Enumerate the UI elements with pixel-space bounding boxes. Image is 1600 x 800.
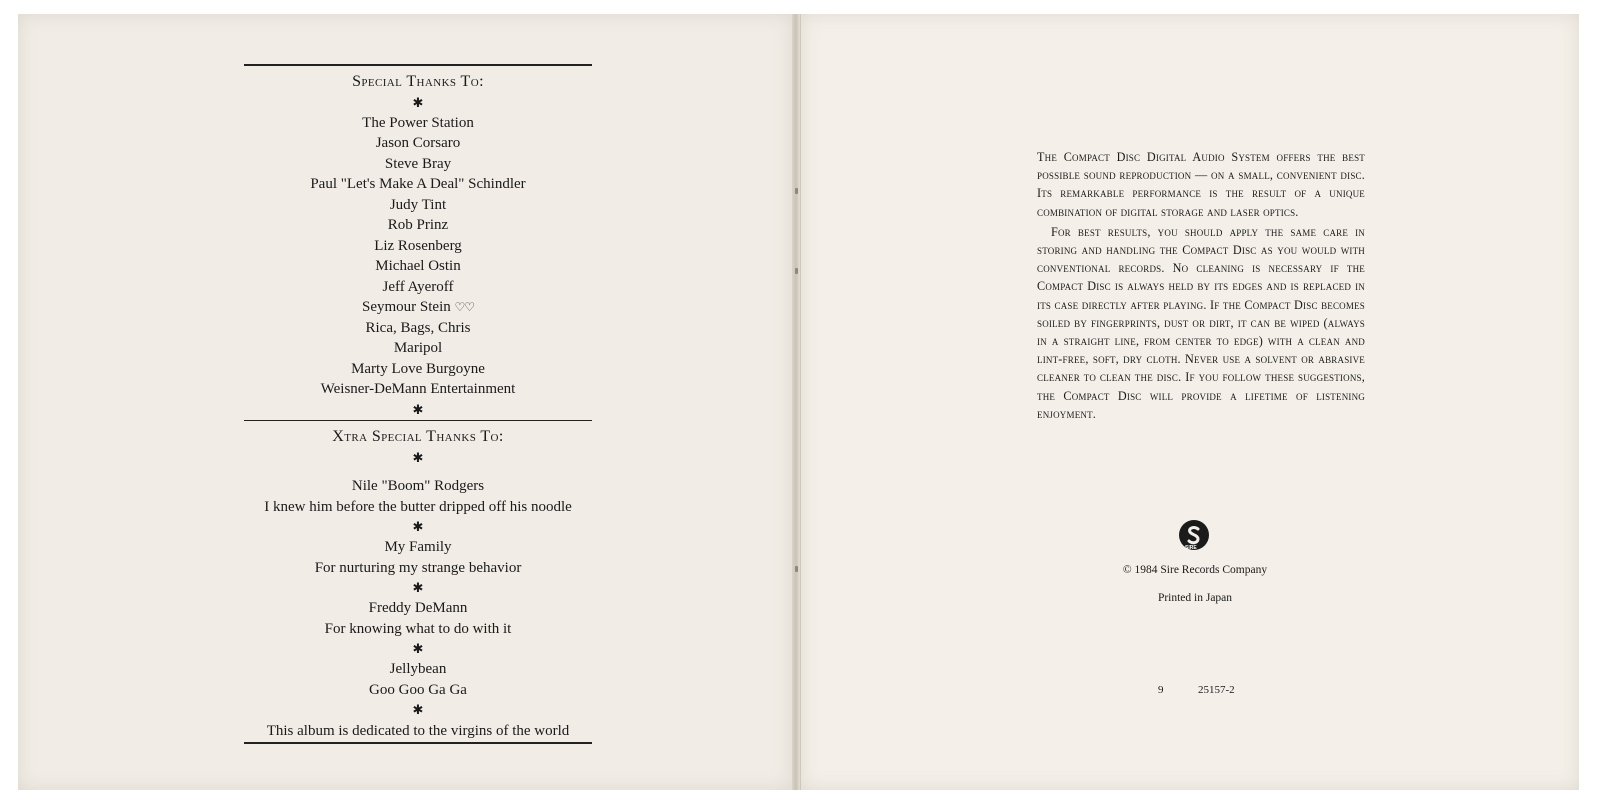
top-rule: [244, 64, 592, 66]
thanks-name: Seymour Stein: [361, 299, 451, 315]
asterisk-ornament: ✱: [412, 94, 424, 110]
hearts-icon: ♡♡: [454, 300, 474, 314]
thanks-name: The Power Station: [362, 114, 474, 131]
printed-in-line: Printed in Japan: [1157, 592, 1233, 604]
thanks-name: Rob Prinz: [387, 217, 449, 233]
xtra-note: For nurturing my strange behavior: [314, 559, 522, 576]
thanks-name: Steve Bray: [384, 155, 452, 172]
thanks-name: Weisner-DeMann Entertainment: [320, 381, 516, 397]
section-rule: [244, 420, 592, 422]
special-thanks-heading: Special Thanks To:: [352, 72, 484, 90]
xtra-thanks-heading: Xtra Special Thanks To:: [332, 428, 504, 445]
asterisk-ornament: ✱: [412, 641, 424, 656]
bottom-rule: [244, 742, 592, 744]
thanks-name: Jeff Ayeroff: [382, 278, 454, 295]
thanks-name: Michael Ostin: [375, 258, 461, 274]
thanks-name: Rica, Bags, Chris: [365, 319, 471, 336]
thanks-name: Jason Corsaro: [375, 135, 461, 151]
credits-column: [244, 64, 592, 744]
asterisk-ornament: ✱: [412, 580, 424, 595]
staple: [795, 268, 798, 274]
xtra-name: Nile "Boom" Rodgers: [351, 478, 485, 494]
copyright-line: © 1984 Sire Records Company: [1122, 564, 1268, 576]
staple: [795, 566, 798, 572]
thanks-name-with-hearts: [244, 297, 592, 318]
xtra-note: Goo Goo Ga Ga: [369, 681, 467, 698]
xtra-note: For knowing what to do with it: [324, 620, 512, 637]
xtra-name: Freddy DeMann: [368, 600, 468, 616]
asterisk-ornament: ✱: [412, 401, 424, 417]
thanks-name: Marty Love Burgoyne: [351, 360, 485, 377]
thanks-name: Maripol: [393, 340, 443, 356]
asterisk-ornament: ✱: [412, 702, 424, 717]
thanks-name: Judy Tint: [389, 196, 447, 213]
thanks-name: Liz Rosenberg: [374, 237, 462, 254]
page-number: 9: [1158, 684, 1164, 696]
dedication: This album is dedicated to the virgins of the world: [266, 723, 570, 739]
asterisk-ornament: ✱: [412, 519, 424, 534]
asterisk-ornament: ✱: [412, 450, 424, 465]
xtra-name: Jellybean: [389, 661, 447, 677]
notice-paragraph: The Compact Disc Digital Audio System offers the best possible sound reproduction — on a small, convenient disc. Its remarkable performance is the result of a unique combination of digital storage and laser optics.: [1037, 150, 1365, 219]
catalog-number: 25157-2: [1198, 684, 1235, 696]
booklet-spine: [792, 14, 800, 790]
logo-text: SIRE: [1185, 545, 1197, 551]
compact-disc-notice: [1037, 148, 1365, 423]
notice-paragraph: For best results, you should apply the same care in storing and handling the Compact Disc as you would with conventional records. No cleaning is necessary if the Compact Disc is always held by its edges and is replaced in its case directly after playing. If the Compact Disc becomes soiled by fingerprints, dust or dirt, it can be wiped (always in a straight line, from center to edge) with a clean and lint-free, soft, dry cloth. Never use a solvent or abrasive cleaner to clean the disc. If you follow these suggestions, the Compact Disc will provide a lifetime of listening enjoyment.: [1037, 224, 1365, 421]
thanks-name: Paul "Let's Make A Deal" Schindler: [310, 176, 526, 192]
staple: [795, 188, 798, 194]
xtra-name: My Family: [384, 539, 452, 555]
xtra-note: I knew him before the butter dripped off his noodle: [264, 498, 572, 515]
